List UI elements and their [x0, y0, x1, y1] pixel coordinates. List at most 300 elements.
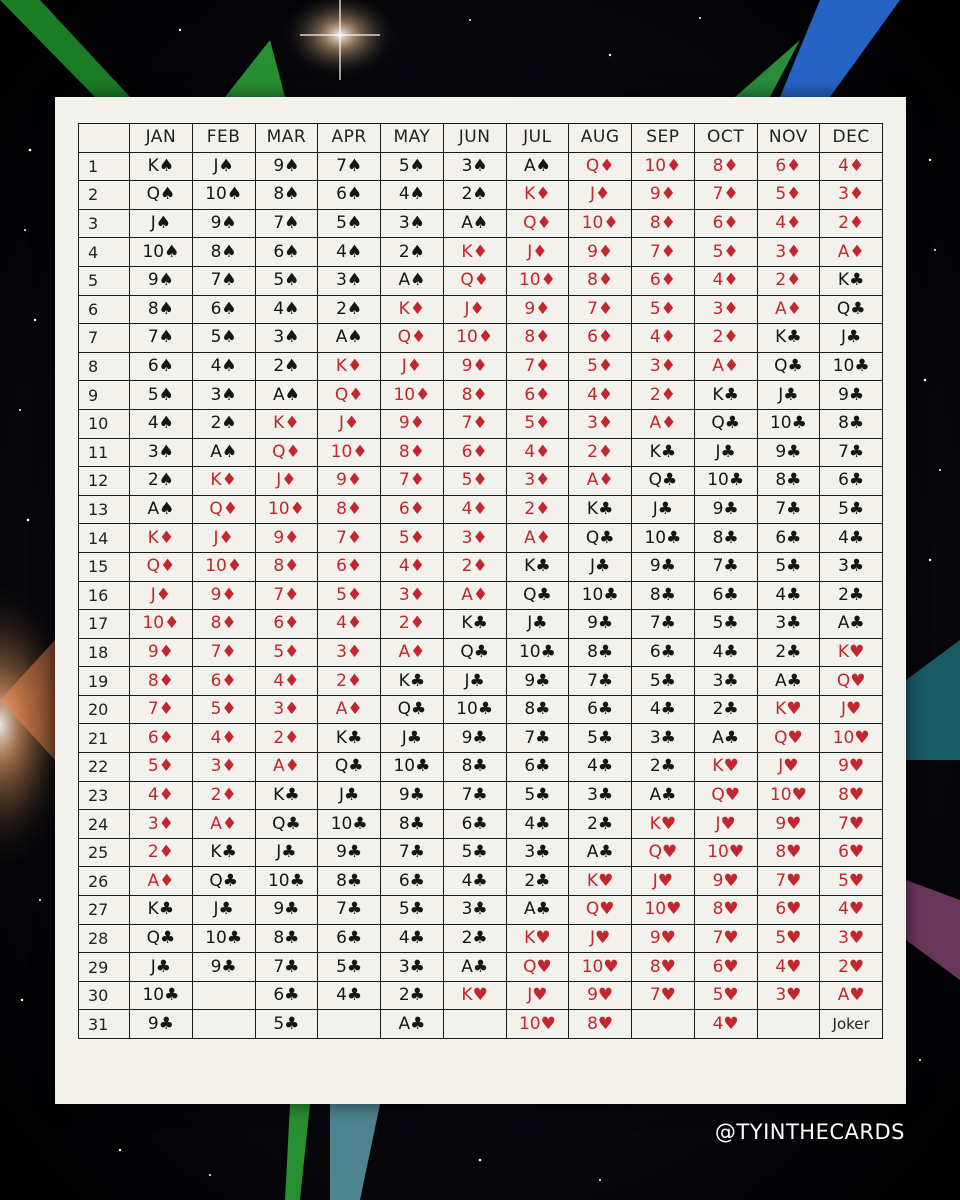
day-number: 10	[79, 409, 130, 438]
card-cell: J♣	[318, 781, 381, 810]
card-cell: 5♦	[130, 753, 193, 782]
card-cell: 2♦	[318, 667, 381, 696]
table-row	[79, 409, 883, 438]
card-cell: 9♣	[757, 438, 820, 467]
card-cell: 6♥	[757, 896, 820, 925]
card-cell: 3♠	[255, 324, 318, 353]
card-cell: 3♣	[694, 667, 757, 696]
empty-cell	[443, 1010, 506, 1039]
card-cell: 9♣	[318, 838, 381, 867]
card-cell: 9♥	[757, 810, 820, 839]
month-header-mar: MAR	[255, 124, 318, 153]
card-cell: 7♠	[192, 266, 255, 295]
card-cell: 2♦	[632, 381, 695, 410]
card-cell: 4♣	[569, 753, 632, 782]
card-cell: J♣	[381, 724, 444, 753]
card-cell: K♣	[255, 781, 318, 810]
card-cell: 9♣	[506, 667, 569, 696]
day-number: 18	[79, 638, 130, 667]
empty-cell	[192, 1010, 255, 1039]
card-cell: Q♦	[569, 152, 632, 181]
card-cell: 10♣	[443, 695, 506, 724]
card-cell: Q♣	[255, 810, 318, 839]
card-cell: 3♠	[381, 209, 444, 238]
card-cell: 6♦	[506, 381, 569, 410]
card-cell: 6♦	[130, 724, 193, 753]
corner-cell	[79, 124, 130, 153]
card-cell: Joker	[820, 1010, 883, 1039]
empty-cell	[632, 1010, 695, 1039]
card-cell: 2♦	[443, 552, 506, 581]
card-cell: J♥	[569, 924, 632, 953]
day-number: 31	[79, 1010, 130, 1039]
card-cell: 10♠	[130, 238, 193, 267]
card-cell: 2♣	[632, 753, 695, 782]
card-cell: 9♦	[506, 295, 569, 324]
table-row	[79, 524, 883, 553]
card-cell: 10♣	[820, 352, 883, 381]
card-cell: 4♣	[443, 867, 506, 896]
card-cell: 2♦	[757, 266, 820, 295]
card-cell: 9♠	[130, 266, 193, 295]
card-cell: 5♣	[443, 838, 506, 867]
card-cell: 5♦	[506, 409, 569, 438]
card-cell: 4♣	[318, 981, 381, 1010]
table-row	[79, 610, 883, 639]
table-row	[79, 1010, 883, 1039]
card-cell: 7♣	[255, 953, 318, 982]
card-cell: 3♠	[443, 152, 506, 181]
card-cell: A♣	[694, 724, 757, 753]
card-cell: 5♦	[569, 352, 632, 381]
card-cell: 4♦	[192, 724, 255, 753]
month-header-oct: OCT	[694, 124, 757, 153]
card-cell: 4♣	[820, 524, 883, 553]
card-cell: A♦	[632, 409, 695, 438]
card-cell: 6♦	[757, 152, 820, 181]
card-cell: J♣	[569, 552, 632, 581]
card-cell: Q♣	[192, 867, 255, 896]
card-cell: Q♦	[381, 324, 444, 353]
card-cell: 10♦	[506, 266, 569, 295]
card-cell: 8♦	[255, 552, 318, 581]
card-cell: 8♥	[757, 838, 820, 867]
card-cell: 4♣	[757, 581, 820, 610]
card-cell: Q♣	[506, 581, 569, 610]
table-row	[79, 381, 883, 410]
day-number: 11	[79, 438, 130, 467]
card-cell: 8♣	[632, 581, 695, 610]
card-cell: 10♦	[318, 438, 381, 467]
card-cell: 5♠	[130, 381, 193, 410]
card-cell: 5♣	[694, 610, 757, 639]
card-cell: 4♠	[381, 181, 444, 210]
day-number: 14	[79, 524, 130, 553]
table-row	[79, 438, 883, 467]
card-cell: 8♣	[820, 409, 883, 438]
card-cell: 10♦	[192, 552, 255, 581]
instagram-handle: @TYINTHECARDS	[714, 1120, 905, 1144]
day-number: 16	[79, 581, 130, 610]
day-number: 19	[79, 667, 130, 696]
card-cell: 7♣	[820, 438, 883, 467]
card-cell: 3♦	[381, 581, 444, 610]
card-cell: 5♥	[757, 924, 820, 953]
card-cell: 4♠	[192, 352, 255, 381]
card-cell: 9♣	[443, 724, 506, 753]
card-cell: A♠	[255, 381, 318, 410]
card-cell: 4♦	[694, 266, 757, 295]
card-cell: A♦	[694, 352, 757, 381]
card-cell: 8♦	[381, 438, 444, 467]
card-cell: K♦	[443, 238, 506, 267]
card-cell: K♥	[694, 753, 757, 782]
card-cell: 7♦	[569, 295, 632, 324]
card-cell: J♦	[569, 181, 632, 210]
card-cell: 8♦	[318, 495, 381, 524]
day-number: 15	[79, 552, 130, 581]
table-row	[79, 753, 883, 782]
card-cell: A♦	[506, 524, 569, 553]
day-number: 28	[79, 924, 130, 953]
card-cell: A♦	[130, 867, 193, 896]
card-cell: K♦	[506, 181, 569, 210]
card-cell: K♣	[569, 495, 632, 524]
card-cell: Q♦	[506, 209, 569, 238]
card-cell: 10♥	[569, 953, 632, 982]
card-cell: A♦	[569, 467, 632, 496]
card-cell: 9♣	[130, 1010, 193, 1039]
card-cell: 3♣	[381, 953, 444, 982]
card-cell: 5♦	[443, 467, 506, 496]
card-cell: 4♦	[569, 381, 632, 410]
card-cell: Q♠	[130, 181, 193, 210]
card-cell: 10♥	[820, 724, 883, 753]
card-cell: 6♣	[820, 467, 883, 496]
card-cell: 5♦	[757, 181, 820, 210]
card-cell: 9♣	[569, 610, 632, 639]
card-cell: 10♣	[506, 638, 569, 667]
table-row	[79, 295, 883, 324]
card-cell: 10♦	[443, 324, 506, 353]
table-row	[79, 324, 883, 353]
card-cell: Q♣	[318, 753, 381, 782]
card-cell: 7♦	[255, 581, 318, 610]
card-cell: 4♣	[381, 924, 444, 953]
card-cell: 5♠	[318, 209, 381, 238]
card-cell: 7♥	[820, 810, 883, 839]
card-cell: A♦	[757, 295, 820, 324]
card-cell: 6♣	[318, 924, 381, 953]
card-cell: A♦	[381, 638, 444, 667]
card-cell: 4♠	[130, 409, 193, 438]
card-cell: 3♠	[318, 266, 381, 295]
card-cell: 6♦	[632, 266, 695, 295]
card-cell: 9♣	[820, 381, 883, 410]
card-cell: 2♦	[381, 610, 444, 639]
card-cell: 5♠	[192, 324, 255, 353]
card-cell: 10♣	[757, 409, 820, 438]
card-cell: A♠	[318, 324, 381, 353]
card-cell: 6♣	[506, 753, 569, 782]
card-cell: 5♥	[694, 981, 757, 1010]
card-cell: A♠	[130, 495, 193, 524]
card-cell: A♠	[443, 209, 506, 238]
card-cell: 7♣	[569, 667, 632, 696]
card-cell: 2♠	[318, 295, 381, 324]
card-cell: 4♦	[820, 152, 883, 181]
day-number: 6	[79, 295, 130, 324]
card-cell: A♣	[820, 610, 883, 639]
card-cell: 4♦	[318, 610, 381, 639]
table-row	[79, 810, 883, 839]
card-cell: 9♦	[255, 524, 318, 553]
card-cell: J♣	[757, 381, 820, 410]
card-cell: K♦	[255, 409, 318, 438]
card-cell: K♣	[757, 324, 820, 353]
card-cell: 4♦	[757, 209, 820, 238]
card-cell: J♣	[694, 438, 757, 467]
card-cell: K♣	[443, 610, 506, 639]
card-cell: J♣	[192, 896, 255, 925]
card-cell: 7♦	[506, 352, 569, 381]
card-cell: J♦	[381, 352, 444, 381]
card-cell: 3♣	[506, 838, 569, 867]
card-cell: 5♠	[255, 266, 318, 295]
table-row	[79, 581, 883, 610]
card-cell: 10♥	[632, 896, 695, 925]
day-number: 24	[79, 810, 130, 839]
card-cell: 7♥	[757, 867, 820, 896]
card-cell: 3♦	[569, 409, 632, 438]
card-cell: Q♥	[506, 953, 569, 982]
card-cell: 3♥	[757, 981, 820, 1010]
card-cell: 7♣	[757, 495, 820, 524]
card-cell: 7♠	[318, 152, 381, 181]
card-cell: 6♣	[381, 867, 444, 896]
card-cell: 5♦	[381, 524, 444, 553]
card-cell: J♣	[820, 324, 883, 353]
card-cell: K♣	[506, 552, 569, 581]
card-cell: 3♣	[820, 552, 883, 581]
card-cell: 7♣	[694, 552, 757, 581]
card-cell: A♣	[632, 781, 695, 810]
card-cell: J♠	[130, 209, 193, 238]
card-cell: 5♦	[318, 581, 381, 610]
card-cell: 9♦	[130, 638, 193, 667]
card-cell: J♣	[255, 838, 318, 867]
card-cell: Q♣	[632, 467, 695, 496]
month-header-aug: AUG	[569, 124, 632, 153]
card-cell: 5♣	[318, 953, 381, 982]
card-cell: 8♦	[694, 152, 757, 181]
card-cell: J♦	[506, 238, 569, 267]
calendar-sheet	[55, 97, 906, 1104]
day-number: 2	[79, 181, 130, 210]
card-cell: Q♦	[130, 552, 193, 581]
card-cell: 9♣	[694, 495, 757, 524]
card-cell: 6♠	[255, 238, 318, 267]
card-cell: 9♦	[569, 238, 632, 267]
card-cell: 8♦	[130, 667, 193, 696]
day-number: 9	[79, 381, 130, 410]
card-cell: 8♣	[694, 524, 757, 553]
card-cell: 2♣	[820, 581, 883, 610]
card-cell: J♦	[255, 467, 318, 496]
card-cell: 3♠	[130, 438, 193, 467]
card-cell: 2♣	[443, 924, 506, 953]
card-cell: 6♣	[632, 638, 695, 667]
card-cell: Q♥	[569, 896, 632, 925]
card-cell: 5♠	[381, 152, 444, 181]
card-cell: 7♦	[130, 695, 193, 724]
card-cell: 9♦	[192, 581, 255, 610]
card-cell: 2♦	[820, 209, 883, 238]
card-cell: 8♣	[255, 924, 318, 953]
card-cell: 3♦	[820, 181, 883, 210]
card-cell: K♣	[820, 266, 883, 295]
card-cell: 2♣	[569, 810, 632, 839]
day-number: 8	[79, 352, 130, 381]
card-cell: 9♣	[632, 552, 695, 581]
card-cell: 2♦	[569, 438, 632, 467]
card-cell: A♦	[820, 238, 883, 267]
card-cell: Q♣	[381, 695, 444, 724]
card-cell: 3♦	[506, 467, 569, 496]
card-cell: K♥	[632, 810, 695, 839]
card-cell: 8♣	[506, 695, 569, 724]
card-cell: 8♥	[569, 1010, 632, 1039]
card-cell: 5♦	[255, 638, 318, 667]
card-cell: K♣	[130, 896, 193, 925]
card-cell: 10♠	[192, 181, 255, 210]
card-cell: Q♥	[757, 724, 820, 753]
card-cell: J♥	[506, 981, 569, 1010]
day-number: 12	[79, 467, 130, 496]
table-row	[79, 724, 883, 753]
card-cell: 5♣	[757, 552, 820, 581]
day-number: 29	[79, 953, 130, 982]
card-cell: A♦	[192, 810, 255, 839]
card-cell: Q♦	[443, 266, 506, 295]
card-cell: 10♥	[757, 781, 820, 810]
card-cell: 2♠	[130, 467, 193, 496]
card-cell: 6♣	[757, 524, 820, 553]
card-cell: 10♣	[694, 467, 757, 496]
day-number: 3	[79, 209, 130, 238]
card-cell: 5♣	[506, 781, 569, 810]
card-cell: 7♥	[632, 981, 695, 1010]
card-cell: 3♦	[632, 352, 695, 381]
card-cell: K♦	[192, 467, 255, 496]
card-cell: 8♥	[820, 781, 883, 810]
day-number: 27	[79, 896, 130, 925]
card-cell: J♣	[443, 667, 506, 696]
card-cell: Q♥	[632, 838, 695, 867]
card-cell: 2♠	[192, 409, 255, 438]
card-cell: 5♦	[192, 695, 255, 724]
card-cell: 10♣	[381, 753, 444, 782]
card-cell: 3♦	[694, 295, 757, 324]
card-cell: 3♦	[130, 810, 193, 839]
day-number: 4	[79, 238, 130, 267]
card-cell: 8♦	[632, 209, 695, 238]
card-cell: Q♦	[255, 438, 318, 467]
card-cell: 6♦	[381, 495, 444, 524]
table-row	[79, 667, 883, 696]
card-cell: 10♦	[130, 610, 193, 639]
card-cell: 7♠	[130, 324, 193, 353]
card-cell: 4♠	[255, 295, 318, 324]
card-cell: K♣	[694, 381, 757, 410]
card-cell: Q♣	[443, 638, 506, 667]
card-cell: 8♥	[632, 953, 695, 982]
card-cell: 6♥	[820, 838, 883, 867]
month-header-may: MAY	[381, 124, 444, 153]
card-cell: K♦	[318, 352, 381, 381]
card-cell: 3♣	[757, 610, 820, 639]
card-cell: A♠	[381, 266, 444, 295]
card-cell: 2♠	[381, 238, 444, 267]
card-cell: 7♦	[192, 638, 255, 667]
card-cell: A♣	[569, 838, 632, 867]
card-cell: 9♦	[381, 409, 444, 438]
card-cell: 10♣	[130, 981, 193, 1010]
card-cell: 6♦	[255, 610, 318, 639]
card-cell: 9♠	[255, 152, 318, 181]
card-cell: K♥	[757, 695, 820, 724]
card-cell: 9♦	[318, 467, 381, 496]
day-number: 22	[79, 753, 130, 782]
card-cell: A♣	[506, 896, 569, 925]
card-cell: 4♥	[820, 896, 883, 925]
day-number: 26	[79, 867, 130, 896]
card-cell: J♠	[192, 152, 255, 181]
card-cell: 2♦	[694, 324, 757, 353]
card-cell: 9♠	[192, 209, 255, 238]
card-cell: 3♦	[255, 695, 318, 724]
card-cell: 6♣	[569, 695, 632, 724]
card-cell: K♠	[130, 152, 193, 181]
table-row	[79, 209, 883, 238]
month-header-dec: DEC	[820, 124, 883, 153]
month-header-jun: JUN	[443, 124, 506, 153]
card-cell: 5♣	[255, 1010, 318, 1039]
card-cell: Q♣	[569, 524, 632, 553]
card-cell: 7♣	[632, 610, 695, 639]
card-cell: K♥	[820, 638, 883, 667]
card-cell: 10♣	[192, 924, 255, 953]
card-cell: 8♣	[569, 638, 632, 667]
card-cell: J♦	[318, 409, 381, 438]
card-cell: 10♣	[255, 867, 318, 896]
card-cell: 9♥	[632, 924, 695, 953]
card-cell: 9♦	[443, 352, 506, 381]
month-header-jan: JAN	[130, 124, 193, 153]
card-cell: 7♣	[318, 896, 381, 925]
card-cell: 8♦	[443, 381, 506, 410]
card-cell: K♣	[632, 438, 695, 467]
card-cell: 3♠	[192, 381, 255, 410]
card-cell: 4♦	[255, 667, 318, 696]
day-number: 23	[79, 781, 130, 810]
card-cell: 10♥	[694, 838, 757, 867]
card-cell: 4♦	[506, 438, 569, 467]
card-cell: 6♦	[694, 209, 757, 238]
card-cell: 2♣	[506, 867, 569, 896]
table-row	[79, 924, 883, 953]
card-cell: 9♣	[381, 781, 444, 810]
